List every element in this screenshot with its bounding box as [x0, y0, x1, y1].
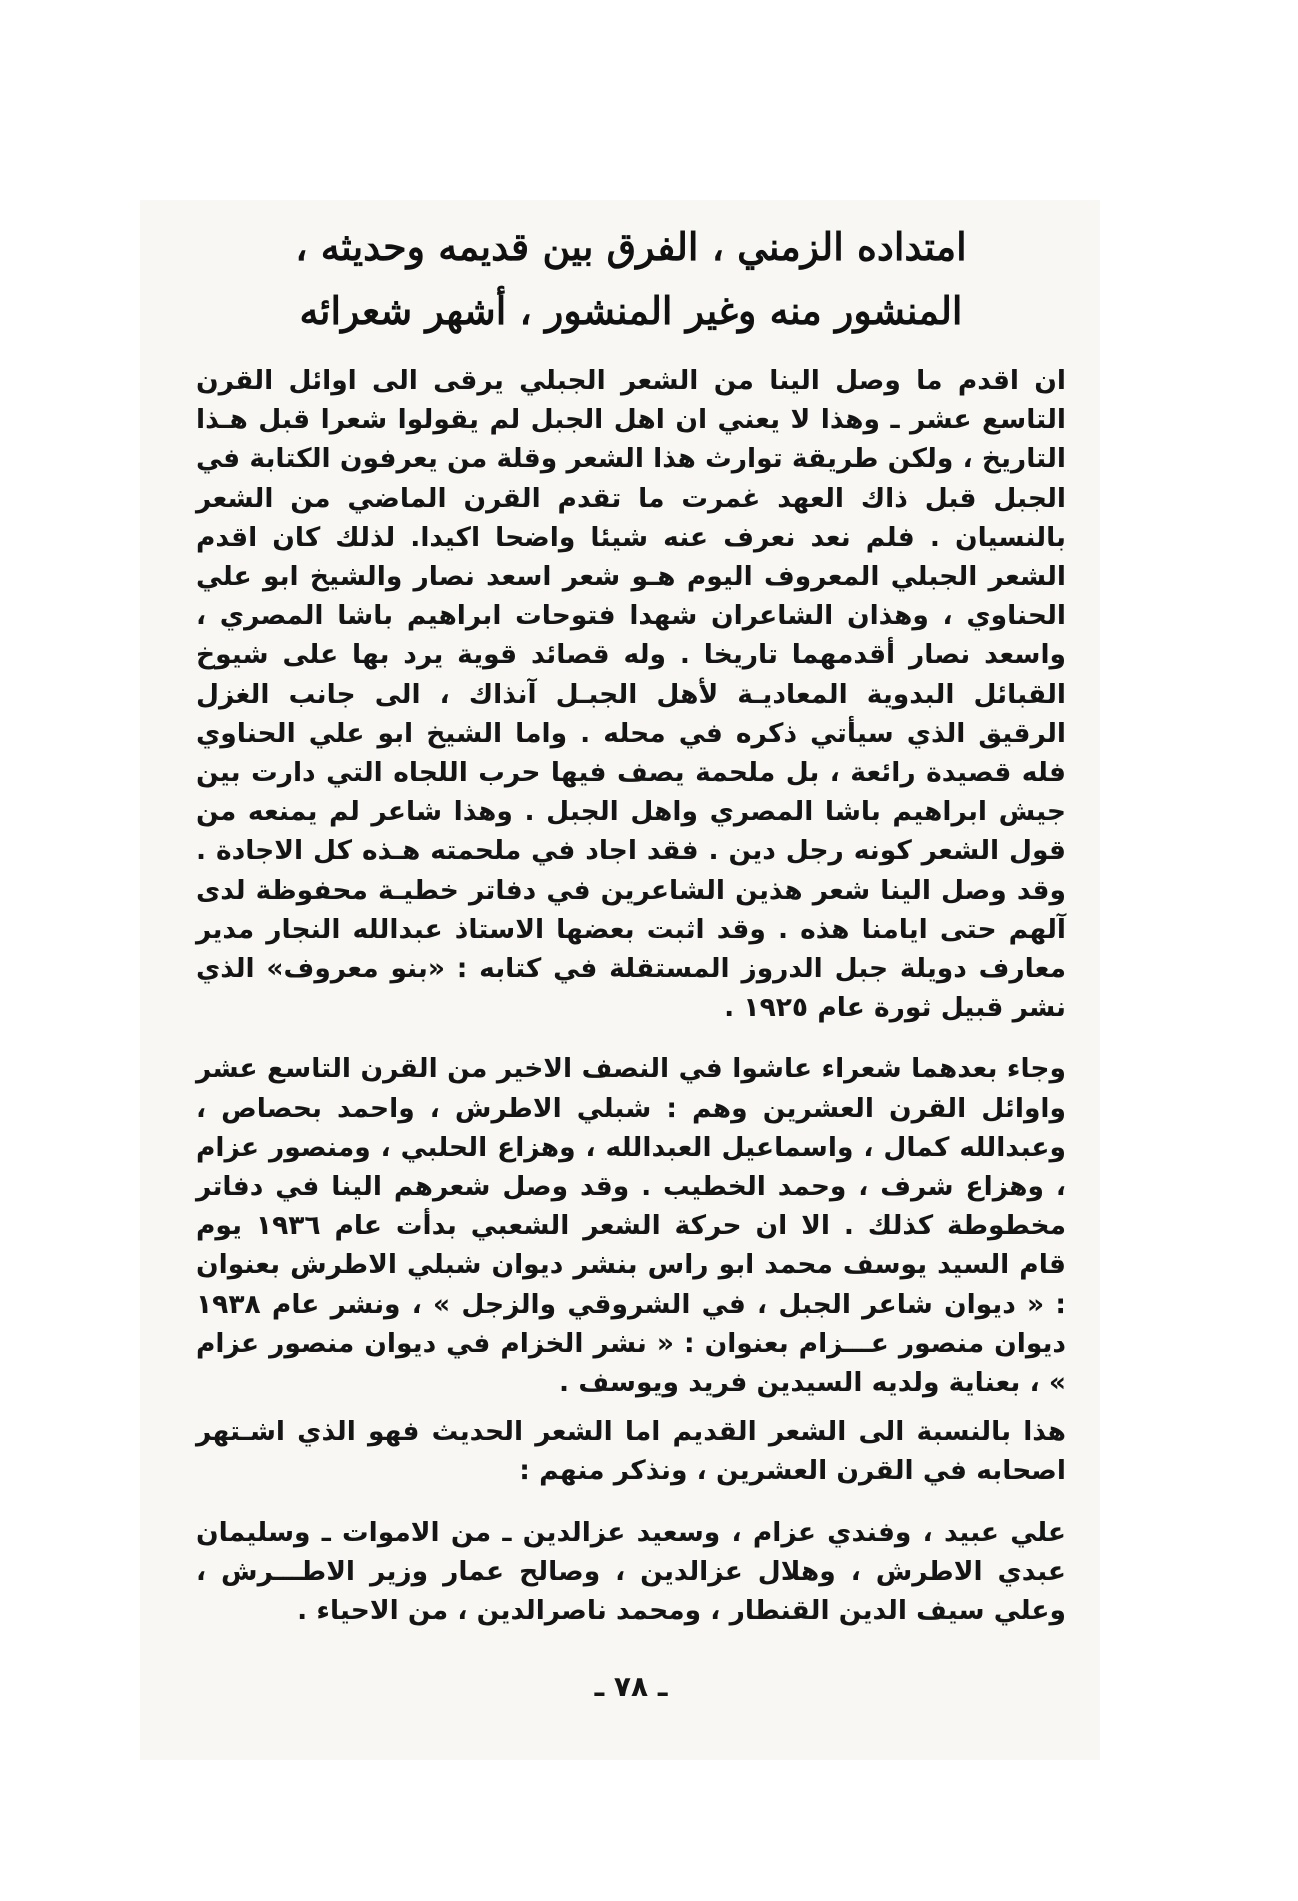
paragraph-4: علي عبيد ، وفندي عزام ، وسعيد عزالدين ـ من الاموات ـ وسليمان عبدي الاطرش ، وهلال عزالدين ، وصالح عمار وزير الاطـــرش ، وعلي سيف الدين القنطار ، ومحمد ناصرالدين ، من الاحياء .	[196, 1516, 1066, 1627]
paragraph-2: وجاء بعدهما شعراء عاشوا في النصف الاخير من القرن التاسع عشر واوائل القرن العشرين وهم : شبلي الاطرش ، واحمد بحصاص ، وعبدالله كمال ، واسماعيل العبدالله ، وهزاع الحلبي ، ومنصور عزام ، وهزاع شرف ، وحمد الخطيب . وقد وصل شعرهم الينا في دفاتر مخطوطة كذلك . الا ان حركة الشعر الشعبي بدأت عام ١٩٣٦ يوم قام السيد يوسف محمد ابو راس بنشر ديوان شبلي الاطرش بعنوان : « ديوان شاعر الجبل ، في الشروقي والزجل » ، ونشر عام ١٩٣٨ ديوان منصور عـــزام بعنوان : « نشر الخزام في ديوان منصور عزام » ، بعناية ولديه السيدين فريد ويوسف .	[196, 1053, 1066, 1399]
paragraph-1: ان اقدم ما وصل الينا من الشعر الجبلي يرقى الى اوائل القرن التاسع عشر ـ وهذا لا يعني ان اهل الجبل لم يقولوا شعرا قبل هـذا التاريخ ، ولكن طريقة توارث هذا الشعر وقلة من يعرفون الكتابة في الجبل قبل ذاك العهد غمرت ما تقدم القرن الماضي من الشعر بالنسيان . فلم نعد نعرف عنه شيئا واضحا اكيدا. لذلك كان اقدم الشعر الجبلي المعروف اليوم هـو شعر اسعد نصار والشيخ ابو علي الحناوي ، وهذان الشاعران شهدا فتوحات ابراهيم باشا المصري ، واسعد نصار أقدمهما تاريخا . وله قصائد قوية يرد بها على شيوخ القبائل البدوية المعاديـة لأهل الجبـل آنذاك ، الى جانب الغزل الرقيق الذي سيأتي ذكره في محله . واما الشيخ ابو علي الحناوي فله قصيدة رائعة ، بل ملحمة يصف فيها حرب اللجاه التي دارت بين جيش ابراهيم باشا المصري واهل الجبل . وهذا شاعر لم يمنعه من قول الشعر كونه رجل دين . فقد اجاد في ملحمته هـذه كل الاجادة . وقد وصل الينا شعر هذين الشاعرين في دفاتر خطيـة محفوظة لدى آلهم حتى ايامنا هذه . وقد اثبت بعضها الاستاذ عبدالله النجار مدير معارف دويلة جبل الدروز المستقلة في كتابه : «بنو معروف» الذي نشر قبيل ثورة عام ١٩٢٥ .	[196, 365, 1066, 1024]
paragraph-3: هذا بالنسبة الى الشعر القديم اما الشعر الحديث فهو الذي اشـتهر اصحابه في القرن العشرين ، ونذكر منهم :	[196, 1416, 1066, 1487]
page-content	[196, 215, 1066, 1703]
page-number: ـ ٧٨ ـ	[594, 1670, 668, 1704]
page-title	[196, 215, 1066, 343]
title-line-1: امتداده الزمني ، الفرق بين قديمه وحديثه ،	[295, 224, 967, 269]
title-line-2: المنشور منه وغير المنشور ، أشهر شعرائه	[299, 288, 963, 333]
